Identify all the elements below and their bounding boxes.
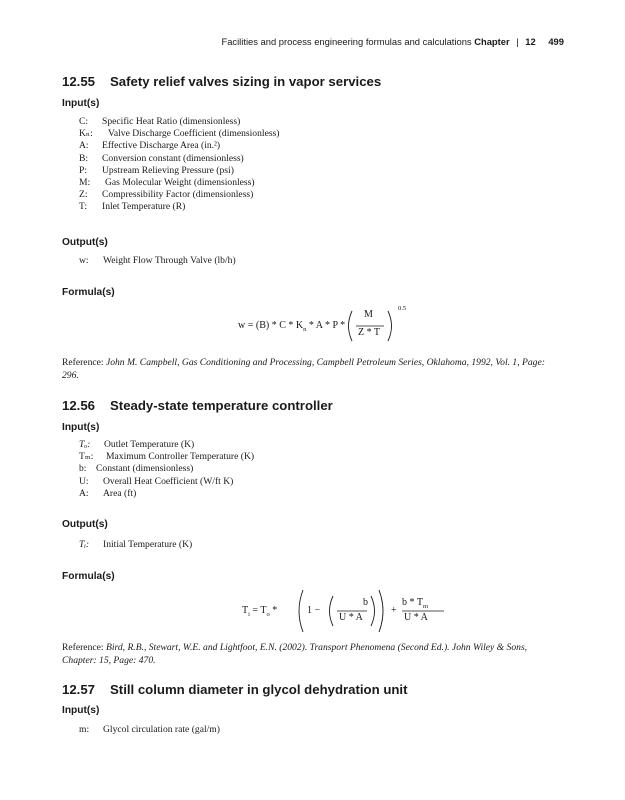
reference-label: Reference:	[62, 642, 104, 653]
input-row	[79, 463, 254, 475]
inner-left-paren	[330, 596, 334, 626]
output-row	[79, 539, 192, 551]
running-header	[221, 36, 564, 47]
formula-subscript: i	[248, 611, 250, 618]
var-symbol: U:	[79, 475, 89, 487]
outer-right-paren	[379, 590, 383, 632]
var-desc: Glycol circulation rate (gal/m)	[103, 724, 220, 735]
input-row	[79, 201, 280, 213]
var-desc: Initial Temperature (K)	[103, 539, 193, 550]
var-desc: Conversion constant (dimensionless)	[102, 152, 244, 164]
input-row	[79, 451, 254, 463]
var-desc: Maximum Controller Temperature (K)	[106, 451, 255, 463]
input-row	[79, 189, 280, 201]
input-list	[79, 439, 254, 500]
section-title-12-57	[62, 682, 408, 697]
outer-left-paren	[299, 590, 303, 632]
left-paren	[349, 311, 353, 341]
formula-temperature-controller	[242, 587, 397, 635]
reference-text: Bird, R.B., Stewart, W.E. and Lightfoot, E.N. (2002). Transport Phenomena (Second Ed.). John Wiley & Sons, Chapter: 15, Page: 470.	[62, 642, 528, 666]
formula-valve-sizing	[238, 305, 407, 349]
var-desc: Compressibility Factor (dimensionless)	[102, 189, 254, 201]
formula-lhs	[242, 605, 277, 618]
reference-12-55	[62, 357, 562, 382]
fraction-denominator: Z * T	[358, 327, 381, 338]
var-symbol: Tₘ:	[79, 451, 94, 463]
input-list	[79, 116, 280, 214]
var-desc: Outlet Temperature (K)	[104, 439, 195, 450]
inner-right-paren	[371, 596, 375, 626]
header-separator: |	[516, 36, 519, 47]
formula-subscript: m	[422, 603, 428, 610]
var-desc: Gas Molecular Weight (dimensionless)	[105, 177, 255, 189]
var-symbol: A:	[79, 487, 89, 499]
var-symbol: Tₒ:	[79, 439, 91, 450]
var-desc: Area (ft)	[103, 487, 137, 499]
formula-eq-text: = T	[249, 605, 267, 616]
var-desc: Upstream Relieving Pressure (psi)	[102, 164, 234, 176]
chapter-label: Chapter	[474, 36, 510, 47]
chapter-number: 12	[525, 36, 536, 47]
section-title-12-56	[62, 398, 333, 413]
section-number: 12.55	[62, 74, 96, 89]
formulas-heading: Formula(s)	[62, 287, 115, 298]
var-symbol: b:	[79, 463, 87, 475]
var-symbol: Tᵢ:	[79, 539, 90, 550]
formula-exponent: 0.5	[398, 305, 407, 312]
section-title-12-55	[62, 74, 381, 89]
input-row	[79, 488, 254, 500]
output-list	[79, 255, 236, 267]
var-symbol: B:	[79, 152, 89, 164]
var-desc: Weight Flow Through Valve (lb/h)	[103, 255, 236, 266]
fraction-denominator: U * A	[339, 612, 363, 623]
formula-lhs-text: w = (B) * C * K	[238, 320, 304, 331]
var-symbol: Kₙ:	[79, 128, 93, 140]
var-symbol: M:	[79, 177, 91, 189]
input-row	[79, 128, 280, 140]
right-paren	[388, 311, 392, 341]
var-desc: Specific Heat Ratio (dimensionless)	[102, 116, 241, 127]
var-symbol: P:	[79, 164, 88, 176]
input-row	[79, 140, 280, 152]
formula-times: *	[269, 605, 278, 616]
reference-12-56	[62, 642, 562, 667]
var-symbol: C:	[79, 116, 89, 127]
formulas-heading: Formula(s)	[62, 571, 115, 582]
var-symbol: A:	[79, 140, 89, 152]
outputs-heading: Output(s)	[62, 519, 108, 530]
book-title: Facilities and process engineering formulas and calculations	[221, 36, 472, 47]
var-desc: Valve Discharge Coefficient (dimensionless)	[108, 128, 280, 140]
var-symbol: Z:	[79, 189, 88, 201]
inputs-heading: Input(s)	[62, 705, 100, 716]
input-row	[79, 116, 280, 128]
reference-label: Reference:	[62, 357, 104, 368]
formula-subscript: n	[303, 326, 307, 333]
fraction-denominator: U * A	[404, 612, 428, 623]
var-symbol: m:	[79, 724, 90, 735]
var-desc: Effective Discharge Area (in.²)	[102, 140, 221, 152]
formula-lhs	[238, 320, 345, 333]
formula-second-term	[402, 597, 450, 633]
reference-text: John M. Campbell, Gas Conditioning and Processing, Campbell Petroleum Series, Oklahoma, 1992, Vol. 1, Page: 296.	[62, 357, 545, 381]
formula-subscript: o	[266, 611, 270, 618]
section-heading: Still column diameter in glycol dehydration unit	[110, 682, 408, 697]
section-number: 12.57	[62, 682, 96, 697]
fraction-numerator	[402, 597, 428, 610]
var-desc: Overall Heat Coefficient (W/ft K)	[103, 475, 234, 487]
input-row	[79, 165, 280, 177]
fraction-numerator: M	[364, 309, 373, 320]
input-row	[79, 177, 280, 189]
formula-plus: +	[391, 605, 397, 616]
section-heading: Steady-state temperature controller	[110, 398, 333, 413]
section-number: 12.56	[62, 398, 96, 413]
formula-one-minus: 1 −	[307, 605, 321, 616]
numerator-text: b * T	[402, 597, 423, 608]
formula-mid-text: * A * P *	[306, 320, 346, 331]
input-row	[79, 439, 254, 451]
outputs-heading: Output(s)	[62, 237, 108, 248]
input-list	[79, 724, 220, 736]
page-number: 499	[548, 36, 564, 47]
fraction-numerator: b	[363, 597, 368, 608]
input-row	[79, 724, 220, 736]
var-symbol: w:	[79, 255, 89, 266]
inputs-heading: Input(s)	[62, 98, 100, 109]
input-row	[79, 153, 280, 165]
var-symbol: T:	[79, 201, 88, 213]
var-desc: Inlet Temperature (R)	[102, 201, 186, 213]
output-list	[79, 539, 192, 551]
var-desc: Constant (dimensionless)	[96, 463, 194, 475]
input-row	[79, 476, 254, 488]
formula-lhs-text: T	[242, 605, 249, 616]
inputs-heading: Input(s)	[62, 422, 100, 433]
output-row	[79, 255, 236, 267]
section-heading: Safety relief valves sizing in vapor services	[110, 74, 382, 89]
